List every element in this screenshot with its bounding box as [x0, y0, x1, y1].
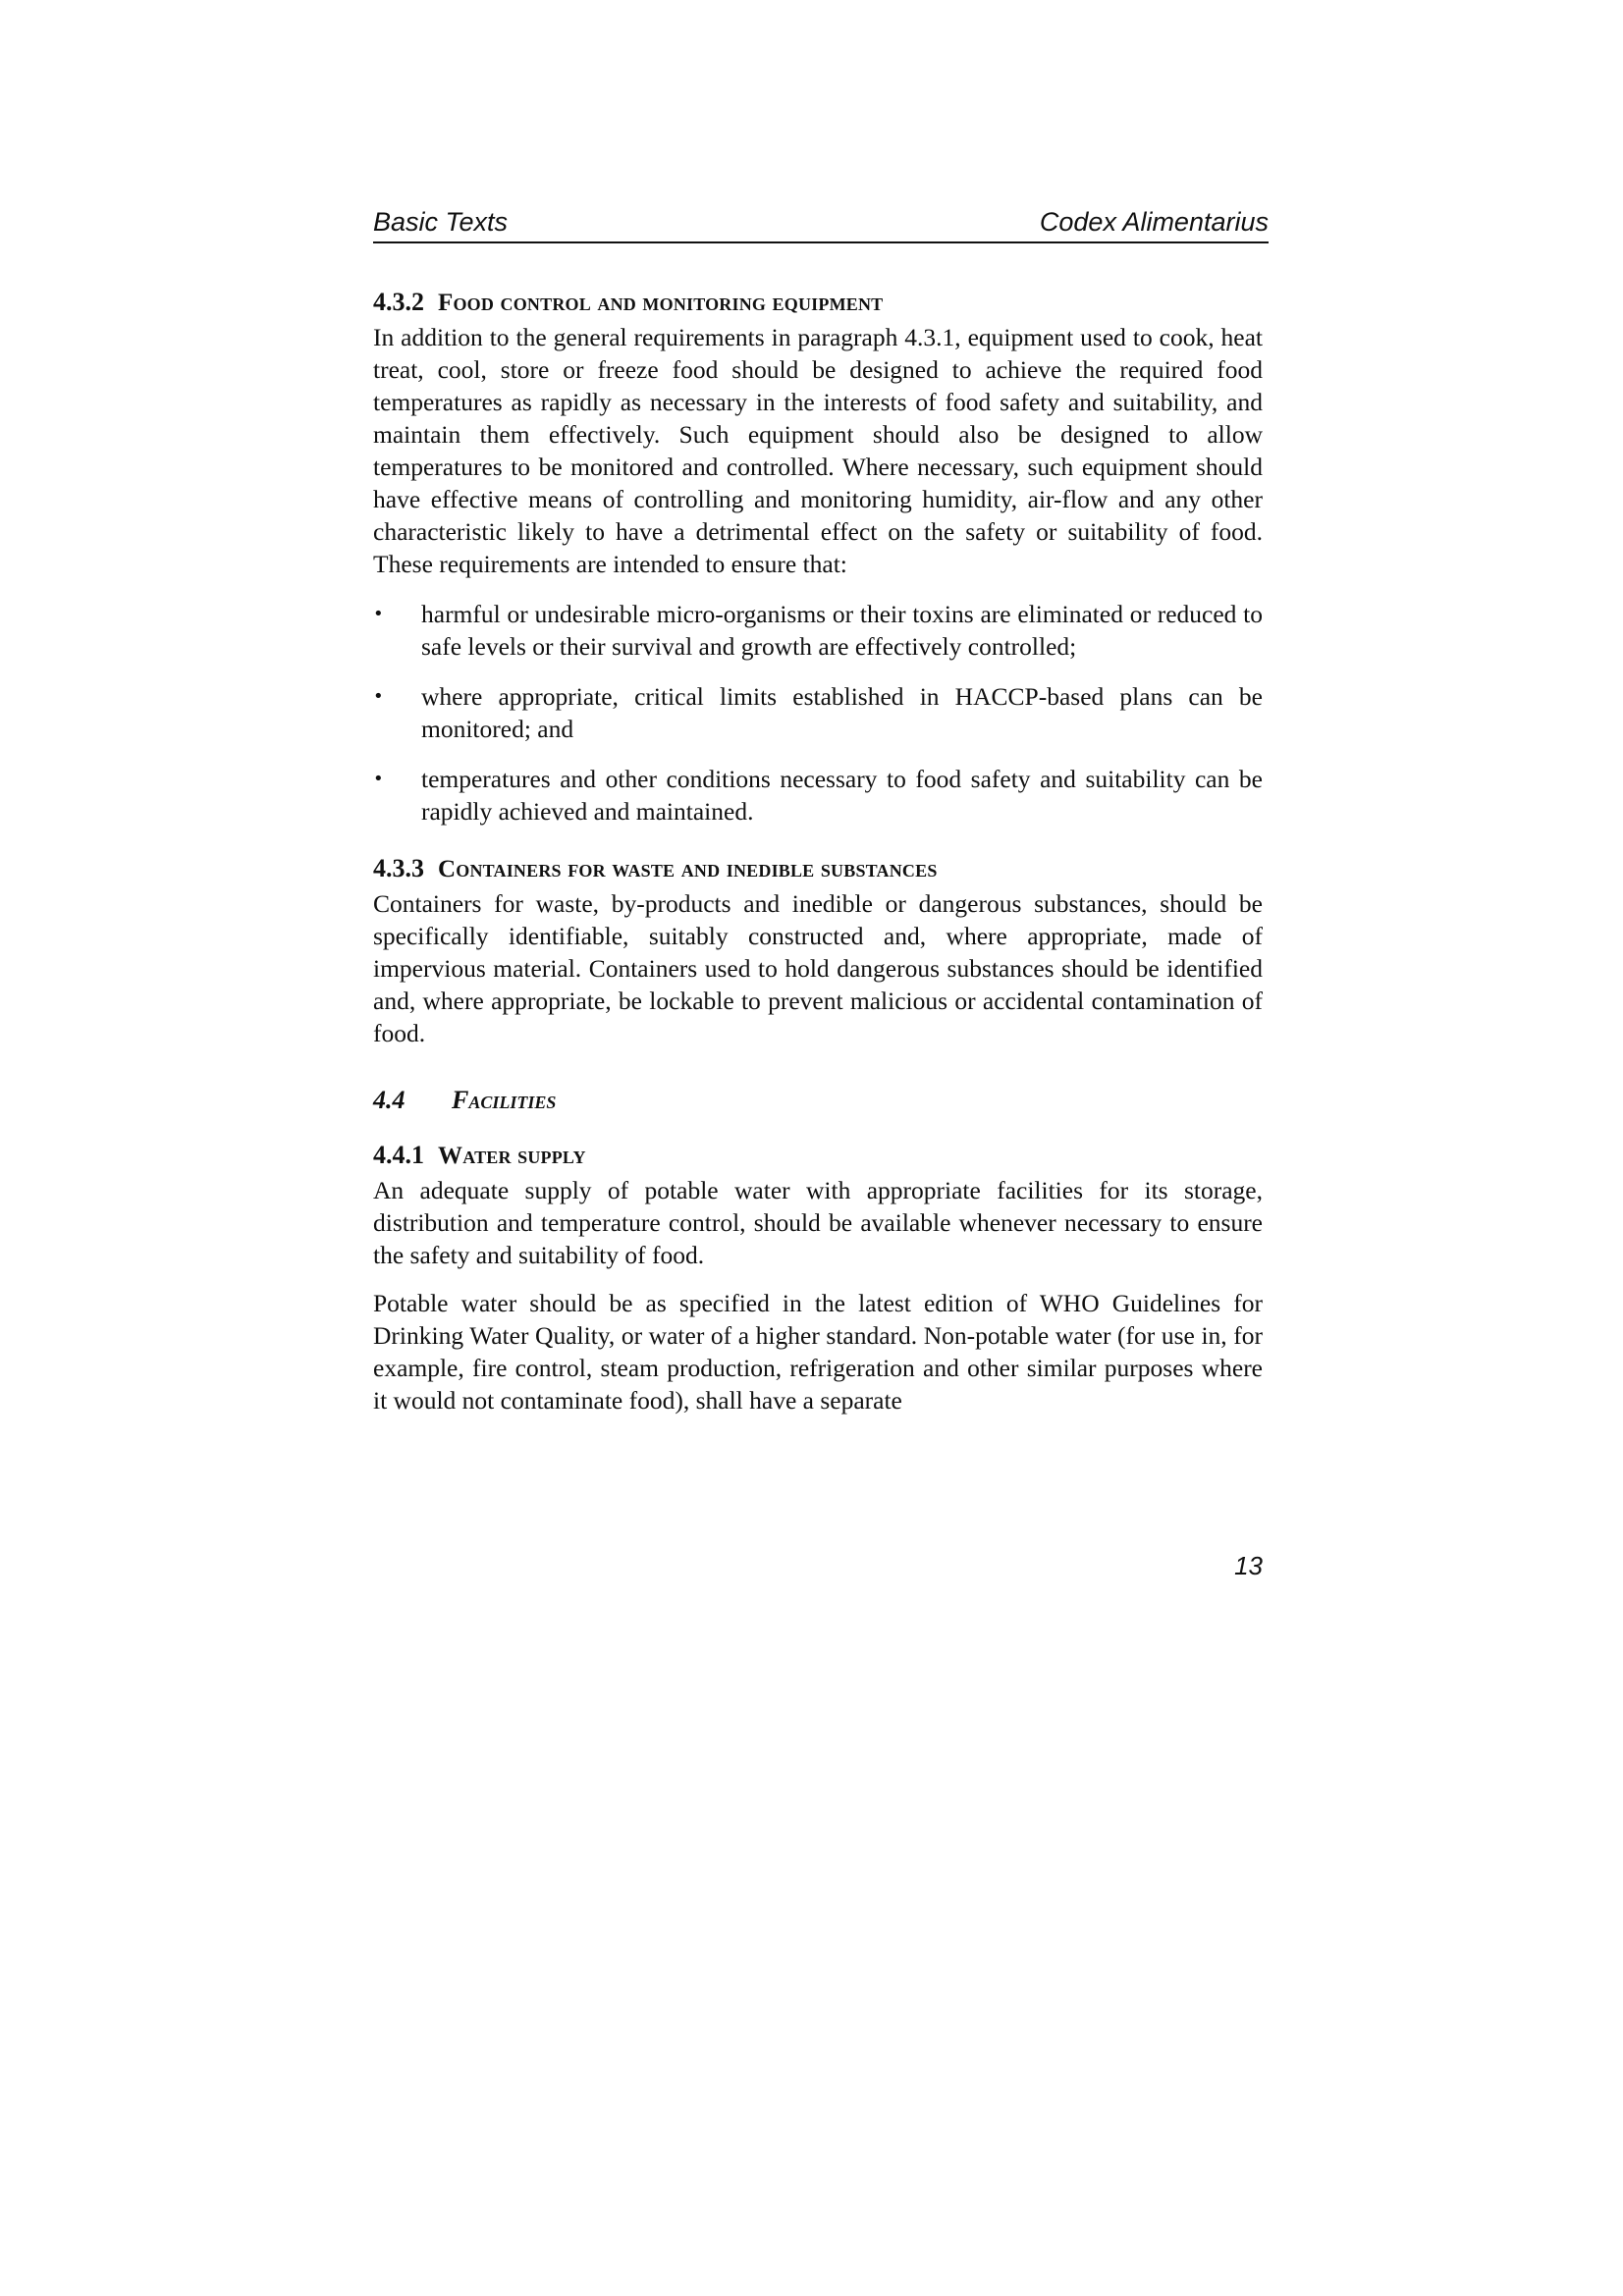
document-page [373, 206, 1269, 1416]
header-left-title: Basic Texts [373, 207, 509, 237]
section-4-3-3-paragraph: Containers for waste, by-products and inedible or dangerous substances, should be specifically identifiable, suitably constructed and, where appropriate, made of impervious material. Containers used to hold dangerous substances should be identified and, where appropriate, be lockable to prevent malicious or accidental contamination of food. [373, 889, 1263, 1047]
running-header [373, 206, 1269, 243]
section-4-3-3-heading [373, 853, 1263, 885]
section-title: Facilities [452, 1086, 557, 1114]
page-number: 13 [1234, 1551, 1263, 1580]
section-number: 4.4 [373, 1086, 406, 1114]
section-4-3-2-heading [373, 287, 1263, 319]
header-right-title: Codex Alimentarius [1039, 207, 1269, 237]
list-item-text: harmful or undesirable micro-organisms or their toxins are eliminated or reduced to safe levels or their survival and growth are effectively controlled; [421, 600, 1263, 661]
requirements-list [373, 598, 1263, 828]
section-number: 4.4.1 [373, 1141, 424, 1169]
bullet-icon: • [373, 686, 384, 707]
section-4-4-1-heading [373, 1140, 1263, 1172]
list-item [373, 598, 1263, 663]
section-number: 4.3.2 [373, 288, 424, 316]
section-4-4-1-paragraph-1: An adequate supply of potable water with appropriate facilities for its storage, distribution and temperature control, should be available whenever necessary to ensure the safety and suitability of food. [373, 1176, 1263, 1269]
section-title: Food control and monitoring equipment [438, 290, 884, 316]
bullet-icon: • [373, 769, 384, 789]
list-item-text: temperatures and other conditions necessary to food safety and suitability can be rapidly achieved and maintained. [421, 765, 1263, 826]
section-4-4-heading [373, 1085, 1263, 1116]
list-item-text: where appropriate, critical limits established in HACCP-based plans can be monitored; and [421, 682, 1263, 743]
page-footer [373, 1551, 1263, 1580]
list-item [373, 680, 1263, 745]
section-number: 4.3.3 [373, 854, 424, 882]
page-content [373, 287, 1263, 1416]
list-item [373, 763, 1263, 828]
bullet-icon: • [373, 604, 384, 624]
section-title: Containers for waste and inedible substances [438, 856, 938, 882]
section-4-3-2-paragraph: In addition to the general requirements in paragraph 4.3.1, equipment used to cook, heat treat, cool, store or freeze food should be designed to achieve the required food temperatures as rapidly as necessary in the interests of food safety and suitability, and maintain them effectively. Such equipment should also be designed to allow temperatures to be monitored and controlled. Where necessary, such equipment should have effective means of controlling and monitoring humidity, air-flow and any other characteristic likely to have a detrimental effect on the safety or suitability of food. These requirements are intended to ensure that: [373, 323, 1263, 578]
section-4-4-1-paragraph-2: Potable water should be as specified in the latest edition of WHO Guidelines for Drinking Water Quality, or water of a higher standard. Non-potable water (for use in, for example, fire control, steam production, refrigeration and other similar purposes where it would not contaminate food), shall have a separate [373, 1289, 1263, 1415]
section-title: Water supply [438, 1143, 586, 1169]
